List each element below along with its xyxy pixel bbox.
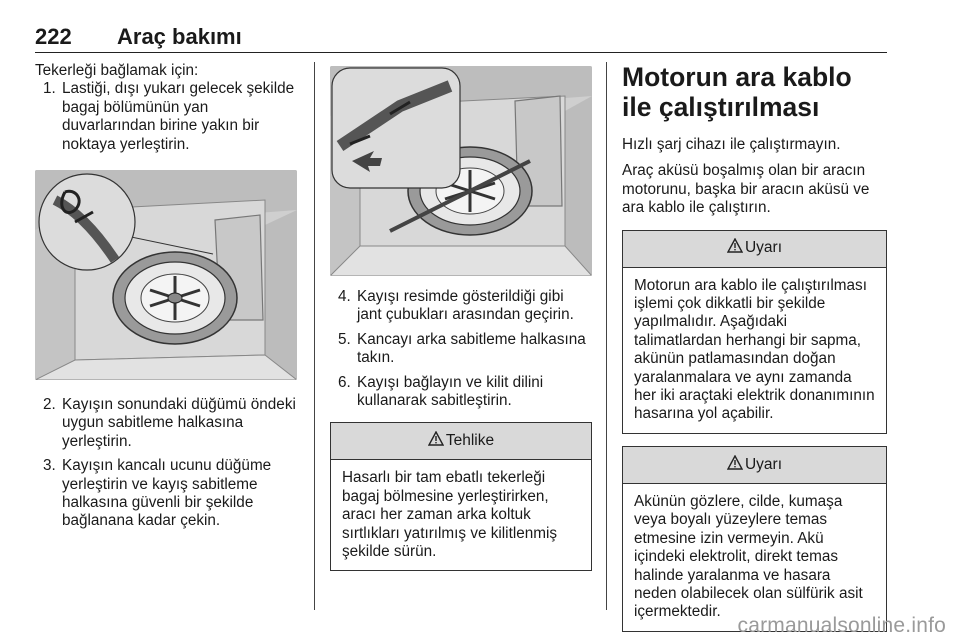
warning-box-1 xyxy=(622,230,887,434)
step-number: 2. xyxy=(43,396,56,414)
step-6 xyxy=(330,374,592,411)
figure-spare-wheel-strap xyxy=(35,170,297,380)
warning-box-1-title: Uyarı xyxy=(744,239,783,257)
warning-triangle-icon xyxy=(428,431,444,451)
column-2 xyxy=(330,62,592,571)
step-number: 1. xyxy=(43,80,56,98)
warning-triangle-icon xyxy=(727,238,743,258)
section-title: Motorun ara kablo ile çalıştırılması xyxy=(622,62,852,122)
warning-box-2-body: Akünün gözlere, cilde, kumaşa veya boyalı yüzeylere temas etmesine izin vermeyin. Akü içindeki elektrolit, direkt temas halinde yaralanma ve hasara neden olabilecek olan sülfürik asit içermektedir. xyxy=(634,492,863,621)
step-1 xyxy=(35,80,303,154)
step-3 xyxy=(35,457,303,531)
step-number: 3. xyxy=(43,457,56,475)
step-2 xyxy=(35,396,303,451)
warning-triangle-icon xyxy=(727,455,743,475)
paragraph-1: Hızlı şarj cihazı ile çalıştırmayın. xyxy=(622,136,841,153)
step-4 xyxy=(330,288,592,325)
danger-box-header xyxy=(331,423,591,460)
steps-list-2 xyxy=(330,288,592,410)
danger-box xyxy=(330,422,592,571)
warning-box-2 xyxy=(622,446,887,632)
step-5 xyxy=(330,331,592,368)
warning-box-2-title: Uyarı xyxy=(744,455,783,473)
step-text: Kancayı arka sabitleme halkasına takın. xyxy=(357,330,586,367)
step-number: 6. xyxy=(338,373,351,391)
warning-box-1-body: Motorun ara kablo ile çalıştırılması işlemi çok dikkatli bir şekilde yapılmalıdır. Aşağıdaki talimatlardan herhangi bir sapma, akünün patlamasından doğan yaralanmalara ve aynı zamanda her iki araçtaki elektrik donanımının hasarına yol açabilir. xyxy=(634,276,875,423)
step-text: Kayışı resimde gösterildiği gibi jant çubukları arasından geçirin. xyxy=(357,288,574,324)
step-text: Kayışın sonundaki düğümü öndeki uygun sabitleme halkasına yerleştirin. xyxy=(62,396,296,450)
intro-text: Tekerleği bağlamak için: xyxy=(35,62,199,79)
paragraph-2: Araç aküsü boşalmış olan bir aracın motorunu, başka bir aracın aküsü ve ara kablo ile çalıştırın. xyxy=(622,162,870,217)
warning-box-2-header xyxy=(623,447,886,484)
watermark: carmanualsonline.info xyxy=(737,614,946,637)
step-number: 5. xyxy=(338,330,351,348)
column-1 xyxy=(35,62,303,531)
steps-list-bottom xyxy=(35,396,303,531)
step-text: Lastiği, dışı yukarı gelecek şekilde bagaj bölümünün yan duvarlarından birine yakın bir noktaya yerleştirin. xyxy=(62,80,295,153)
chapter-title: Araç bakımı xyxy=(117,24,242,49)
steps-list-top xyxy=(35,80,303,154)
step-text: Kayışı bağlayın ve kilit dilini kullanarak sabitleştirin. xyxy=(357,373,544,410)
page-number: 222 xyxy=(35,24,72,49)
step-text: Kayışın kancalı ucunu düğüme yerleştirin ve kayış sabitleme halkasına güvenli bir şekilde bağlanana kadar çekin. xyxy=(62,457,272,530)
column-divider-2 xyxy=(606,62,607,610)
danger-box-title: Tehlike xyxy=(445,432,495,450)
warning-box-1-header xyxy=(623,231,886,268)
column-divider-1 xyxy=(314,62,315,610)
step-number: 4. xyxy=(338,288,351,305)
trunk-illustration-1 xyxy=(35,170,297,380)
column-3 xyxy=(622,62,887,632)
figure-strap-through-rim xyxy=(330,66,592,276)
danger-box-body: Hasarlı bir tam ebatlı tekerleği bagaj bölmesine yerleştirirken, aracı her zaman arka koltuk sırtlıkları yatırılmış ve kilitlenmiş şekilde sürün. xyxy=(342,469,558,561)
trunk-illustration-2 xyxy=(330,66,592,276)
page-header xyxy=(35,22,887,53)
